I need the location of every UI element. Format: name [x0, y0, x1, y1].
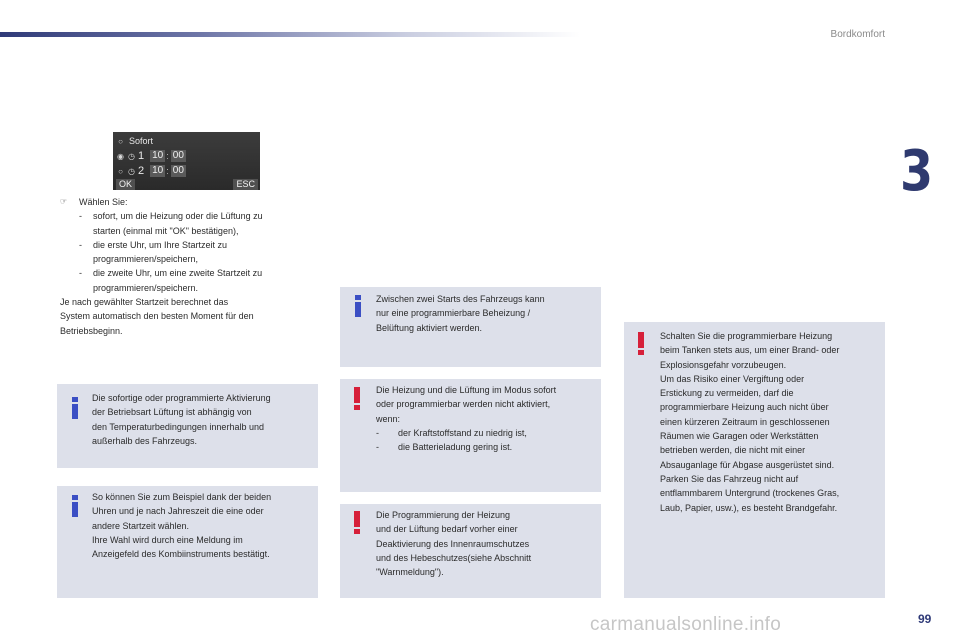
display-ok-button: OK — [116, 179, 135, 190]
header-gradient-bar — [0, 32, 580, 37]
warning-note-box: Die Programmierung der Heizung und der Lüftung bedarf vorher einer Deaktivierung des Innenraumschutzes und des Hebeschutzes(siehe Abschnitt "Warnmeldung"). — [340, 504, 601, 598]
warning-note-box: Schalten Sie die programmierbare Heizung beim Tanken stets aus, um einer Brand- oder Explosionsgefahr vorzubeugen. Um das Risiko einer Vergiftung oder Erstickung zu vermeiden, darf die programmierbare Heizung auch nicht über einen kürzeren Zeitraum in geschlossenen Räumen wie Garagen oder Werkstätten betrieben werden, die nicht mit einer Absauganlage für Abgase ausgerüstet sind. Parken Sie das Fahrzeug nicht auf entflammbarem Untergrund (trockenes Gras, Laub, Papier, usw.), es besteht Brandgefahr. — [624, 322, 885, 598]
list-item: - die erste Uhr, um Ihre Startzeit zu programmieren/speichern, — [79, 239, 228, 265]
watermark: carmanualsonline.info — [590, 614, 782, 635]
display-row-sofort — [113, 134, 153, 148]
warning-exclamation-icon — [347, 386, 367, 412]
display-clock1-hour: 10 — [152, 150, 164, 161]
display-clock2-number: 2 — [138, 165, 145, 177]
display-clock2-hour: 10 — [152, 165, 164, 176]
section-title: Bordkomfort — [830, 29, 885, 40]
radio-empty-icon: ○ — [118, 136, 123, 146]
display-clock1-minute: 00 — [172, 150, 184, 161]
info-note-box: So können Sie zum Beispiel dank der beiden Uhren und je nach Jahreszeit die eine oder andere Startzeit wählen. Ihre Wahl wird durch eine Meldung im Anzeigefeld des Kombiinstruments bestätigt. — [57, 486, 318, 598]
instructions — [60, 195, 320, 338]
info-note-box: Die sofortige oder programmierte Aktivierung der Betriebsart Lüftung ist abhängig von den Temperaturbedingungen innerhalb und außerhalb des Fahrzeugs. — [57, 384, 318, 468]
list-item: - der Kraftstoffstand zu niedrig ist, — [376, 427, 527, 438]
info-icon — [348, 293, 368, 319]
radio-selected-icon: ◉ — [117, 151, 124, 161]
page-number: 99 — [918, 612, 932, 626]
heater-programming-display — [113, 132, 260, 190]
info-icon — [65, 395, 85, 421]
display-separator: : — [166, 151, 169, 161]
warning-exclamation-icon — [631, 331, 651, 357]
pointing-hand-icon: ☞ — [60, 197, 68, 206]
list-item: - die Batterieladung gering ist. — [376, 442, 513, 453]
display-clock2-minute: 00 — [172, 165, 184, 176]
display-esc-button: ESC — [233, 179, 258, 190]
display-row-clock1 — [113, 149, 186, 163]
info-note-box: Zwischen zwei Starts des Fahrzeugs kann nur eine programmierbare Beheizung / Belüftung aktiviert werden. — [340, 287, 601, 367]
warning-exclamation-icon — [347, 510, 367, 536]
list-item: - die zweite Uhr, um eine zweite Startzeit zu programmieren/speichern. — [79, 268, 263, 293]
instruction-intro: ☞ Wählen Sie: — [60, 195, 320, 209]
radio-empty-icon: ○ — [118, 166, 123, 176]
list-item: - sofort, um die Heizung oder die Lüftung zu starten (einmal mit "OK" bestätigen), — [79, 211, 263, 236]
instruction-summary: Je nach gewählter Startzeit berechnet das System automatisch den besten Moment für den Betriebsbeginn. — [60, 297, 254, 336]
display-row-clock2 — [113, 164, 186, 178]
info-icon — [65, 493, 85, 519]
clock-icon: ◷ — [128, 166, 135, 176]
chapter-number: 3 — [900, 139, 934, 204]
warning-note-box: Die Heizung und die Lüftung im Modus sofort oder programmierbar werden nicht aktiviert, wenn: - der Kraftstoffstand zu niedrig ist, - die Batterieladung gering ist. — [340, 379, 601, 492]
display-sofort-label: Sofort — [129, 136, 154, 146]
clock-icon: ◷ — [128, 151, 135, 161]
display-clock1-number: 1 — [138, 150, 145, 162]
display-separator: : — [166, 166, 169, 176]
